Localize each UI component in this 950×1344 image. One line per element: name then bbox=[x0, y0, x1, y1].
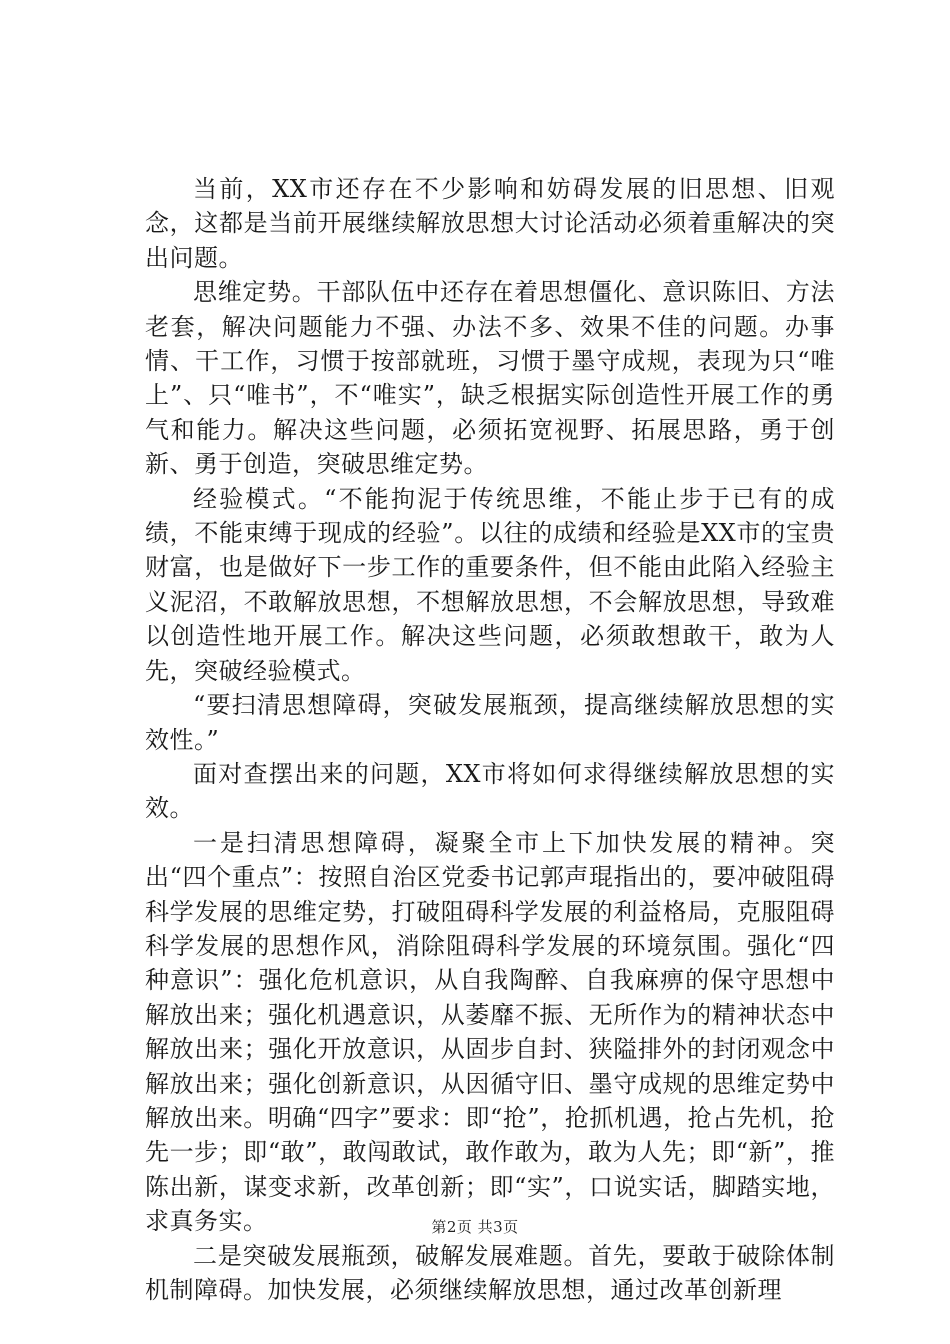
paragraph-6: 一是扫清思想障碍，凝聚全市上下加快发展的精神。突出“四个重点”：按照自治区党委书记郭声琨指出的，要冲破阻碍科学发展的思维定势，打破阻碍科学发展的利益格局，克服阻碍科学发展的思想作风，消除阻碍科学发展的环境氛围。强化“四种意识”：强化危机意识，从自我陶醉、自我麻痹的保守思想中解放出来；强化机遇意识，从萎靡不振、无所作为的精神状态中解放出来；强化开放意识，从固步自封、狭隘排外的封闭观念中解放出来；强化创新意识，从因循守旧、墨守成规的思维定势中解放出来。明确“四字”要求：即“抢”，抢抓机遇，抢占先机，抢先一步；即“敢”，敢闯敢试，敢作敢为，敢为人先；即“新”，推陈出新，谋变求新，改革创新；即“实”，口说实话，脚踏实地，求真务实。 bbox=[145, 828, 835, 1236]
paragraph-5: 面对查摆出来的问题，XX市将如何求得继续解放思想的实效。 bbox=[145, 759, 835, 823]
paragraph-4: “要扫清思想障碍，突破发展瓶颈，提高继续解放思想的实效性。” bbox=[145, 691, 835, 754]
paragraph-2: 思维定势。干部队伍中还存在着思想僵化、意识陈旧、方法老套，解决问题能力不强、办法不多、效果不佳的问题。办事情、干工作，习惯于按部就班，习惯于墨守成规，表现为只“唯上”、只“唯书”，不“唯实”，缺乏根据实际创造性开展工作的勇气和能力。解决这些问题，必须拓宽视野、拓展思路，勇于创新、勇于创造，突破思维定势。 bbox=[145, 278, 835, 479]
paragraph-7: 二是突破发展瓶颈，破解发展难题。首先，要敢于破除体制机制障碍。加快发展，必须继续解放思想，通过改革创新理 bbox=[145, 1241, 835, 1304]
paragraph-3: 经验模式。“不能拘泥于传统思维，不能止步于已有的成绩，不能束缚于现成的经验”。以往的成绩和经验是XX市的宝贵财富，也是做好下一步工作的重要条件，但不能由此陷入经验主义泥沼，不敢解放思想，不想解放思想，不会解放思想，导致难以创造性地开展工作。解决这些问题，必须敢想敢干，敢为人先，突破经验模式。 bbox=[145, 484, 835, 685]
document-body bbox=[145, 172, 835, 1307]
paragraph-1: 当前，XX市还存在不少影响和妨碍发展的旧思想、旧观念，这都是当前开展继续解放思想大讨论活动必须着重解决的突出问题。 bbox=[145, 175, 835, 272]
page-footer: 第2页 共3页 bbox=[431, 1218, 519, 1236]
